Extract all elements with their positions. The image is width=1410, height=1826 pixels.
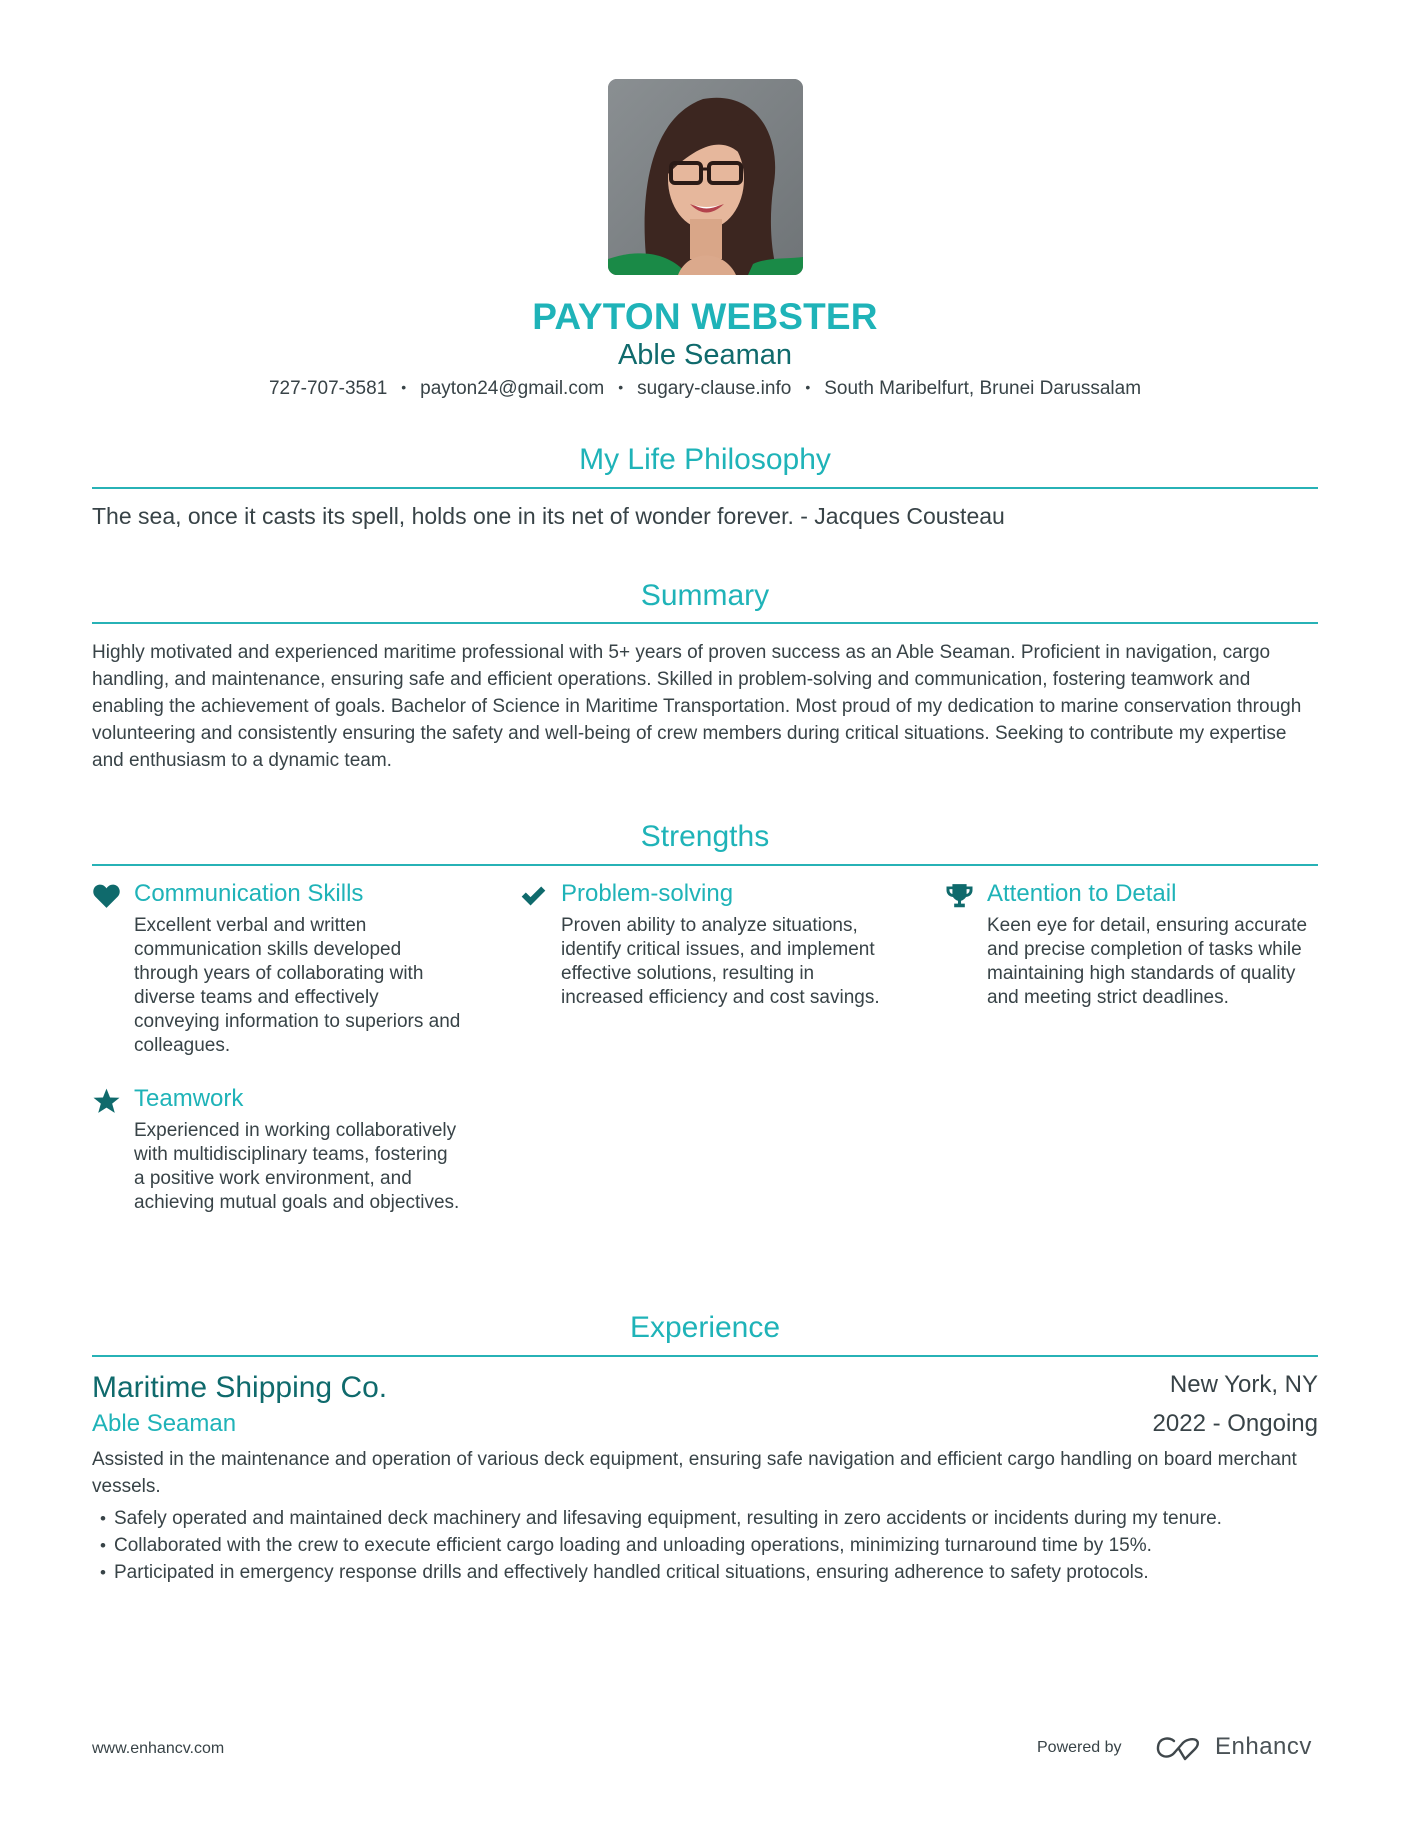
candidate-name: PAYTON WEBSTER xyxy=(532,296,878,337)
separator-dot: • xyxy=(401,379,407,395)
strength-description: Keen eye for detail, ensuring accurate and precise completion of tasks while maintaining high standards of quality and meeting strict deadlines. xyxy=(987,915,1308,1008)
summary-text: Highly motivated and experienced maritime professional with 5+ years of proven success as an Able Seaman. Proficient in navigation, cargo handling, and maintenance, ensuring safe and efficient operations. Skilled in problem-solving and communication, fostering teamwork and enabling the achievement of goals. Bachelor of Science in Maritime Transportation. Most proud of my dedication to marine conservation through volunteering and consistently ensuring the safety and well-being of crew members during critical situations. Seeking to contribute my expertise and enthusiasm to a dynamic team. xyxy=(92,642,1302,771)
experience-dates: 2022 - Ongoing xyxy=(1152,1410,1318,1437)
contact-location: South Maribelfurt, Brunei Darussalam xyxy=(824,378,1142,399)
enhancv-logo-icon xyxy=(1155,1735,1201,1761)
strength-description: Experienced in working collaboratively with multidisciplinary teams, fostering a positive work environment, and achieving mutual goals and objectives. xyxy=(134,1120,460,1213)
experience-bullets xyxy=(92,1505,1318,1586)
strength-title: Teamwork xyxy=(134,1085,244,1112)
section-divider xyxy=(92,622,1318,624)
experience-role: Able Seaman xyxy=(92,1410,237,1437)
strength-title: Problem-solving xyxy=(561,880,734,907)
section-title-strengths: Strengths xyxy=(640,820,770,853)
footer-website-link[interactable]: www.enhancv.com xyxy=(92,1740,225,1757)
strength-item-communication xyxy=(92,880,462,1058)
trophy-icon xyxy=(945,883,974,909)
separator-dot: • xyxy=(805,379,811,395)
section-divider xyxy=(92,1355,1318,1357)
heart-icon xyxy=(92,883,121,909)
enhancv-brand-name: Enhancv xyxy=(1215,1733,1312,1760)
experience-bullet: • Collaborated with the crew to execute efficient cargo loading and unloading operations, minimizing turnaround time by 15%. xyxy=(92,1532,1318,1559)
strength-title: Attention to Detail xyxy=(987,880,1177,907)
profile-photo xyxy=(608,79,803,275)
contact-website[interactable]: sugary-clause.info xyxy=(637,378,792,399)
section-title-summary: Summary xyxy=(640,579,770,612)
strength-item-problem-solving xyxy=(519,880,889,1010)
experience-company: Maritime Shipping Co. xyxy=(92,1371,388,1404)
powered-by-label: Powered by xyxy=(1037,1739,1122,1756)
checkmark-icon xyxy=(519,883,548,909)
strength-title: Communication Skills xyxy=(134,880,364,907)
experience-location: New York, NY xyxy=(1169,1371,1318,1398)
star-icon xyxy=(92,1088,121,1114)
portrait-image xyxy=(608,79,803,275)
strength-description: Excellent verbal and written communication skills developed through years of collaborating with diverse teams and effectively conveying information to superiors and colleagues. xyxy=(134,915,461,1056)
section-divider xyxy=(92,487,1318,489)
section-divider xyxy=(92,864,1318,866)
experience-bullet: • Safely operated and maintained deck machinery and lifesaving equipment, resulting in zero accidents or incidents during my tenure. xyxy=(92,1505,1318,1532)
section-title-experience: Experience xyxy=(629,1311,781,1344)
philosophy-quote: The sea, once it casts its spell, holds one in its net of wonder forever. - Jacques Cousteau xyxy=(92,503,1005,529)
strength-description: Proven ability to analyze situations, identify critical issues, and implement effective solutions, resulting in increased efficiency and cost savings. xyxy=(561,915,880,1008)
contact-email[interactable]: payton24@gmail.com xyxy=(420,378,605,399)
experience-bullet: • Participated in emergency response drills and effectively handled critical situations, ensuring adherence to safety protocols. xyxy=(92,1559,1318,1586)
strength-item-teamwork xyxy=(92,1085,462,1215)
contact-info xyxy=(0,378,1410,400)
experience-description: Assisted in the maintenance and operation of various deck equipment, ensuring safe navigation and efficient cargo handling on board merchant vessels. xyxy=(92,1449,1297,1497)
section-title-philosophy: My Life Philosophy xyxy=(579,443,831,476)
separator-dot: • xyxy=(618,379,624,395)
contact-phone[interactable]: 727-707-3581 xyxy=(268,378,388,399)
strength-item-attention-to-detail xyxy=(945,880,1315,1010)
candidate-headline: Able Seaman xyxy=(617,339,793,371)
